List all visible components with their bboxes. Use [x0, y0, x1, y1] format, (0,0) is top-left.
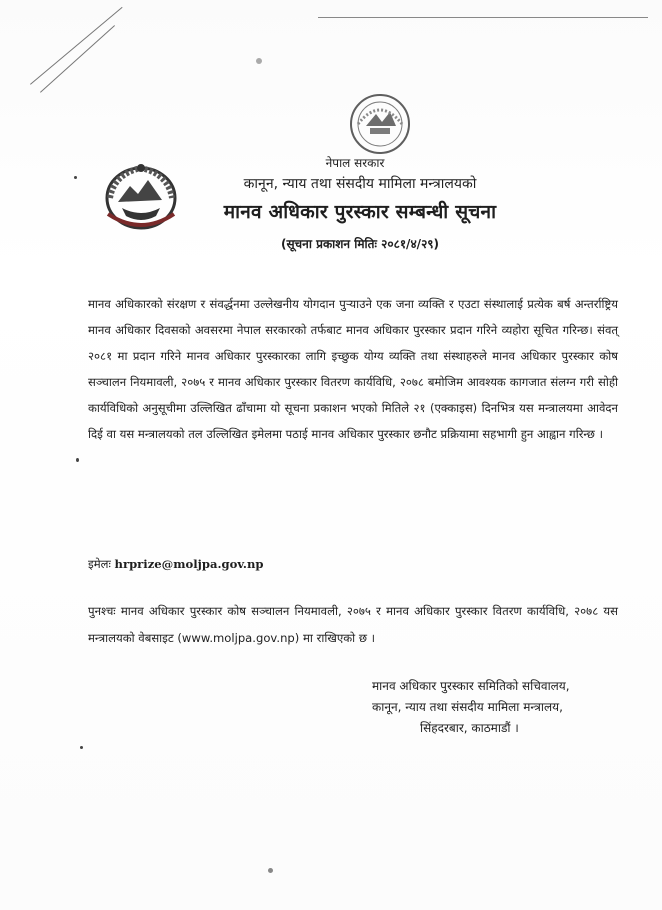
- scan-speck: [74, 176, 77, 179]
- ministry-stamp-icon: [348, 92, 412, 156]
- signature-line-secretariat: मानव अधिकार पुरस्कार समितिको सचिवालय,: [372, 679, 570, 693]
- nepal-emblem-icon: [100, 158, 182, 232]
- scan-speck: [80, 746, 83, 749]
- scan-speck: [256, 58, 262, 64]
- signature-block: [372, 676, 612, 739]
- notice-title: मानव अधिकार पुरस्कार सम्बन्धी सूचना: [223, 201, 497, 223]
- scan-edge-line: [318, 17, 648, 18]
- email-line: [88, 557, 263, 572]
- scan-scratch: [40, 25, 115, 93]
- signature-line-address: सिंहदरबार, काठमाडौं ।: [420, 721, 519, 735]
- scan-scratch: [30, 7, 123, 85]
- publication-date: (सूचना प्रकाशन मितिः २०८१/४/२९): [280, 237, 440, 251]
- email-label: इमेलः: [88, 557, 111, 571]
- government-heading: नेपाल सरकार: [325, 156, 385, 170]
- scan-speck: [268, 868, 273, 873]
- signature-line-ministry: कानून, न्याय तथा संसदीय मामिला मन्त्रालय,: [372, 700, 563, 714]
- email-address: hrprize@moljpa.gov.np: [114, 557, 264, 571]
- postscript-paragraph: पुनश्चः मानव अधिकार पुरस्कार कोष सञ्चालन नियमावली, २०७५ र मानव अधिकार पुरस्कार वितरण कार्यविधि, २०७८ यस मन्त्रालयको वेबसाइट (www.moljpa.gov.np) मा राखिएको छ ।: [88, 604, 618, 645]
- scan-speck: [76, 458, 79, 462]
- notice-body-paragraph: मानव अधिकारको संरक्षण र संवर्द्धनमा उल्लेखनीय योगदान पुऱ्याउने एक जना व्यक्ति र एउटा संस्थालाई प्रत्येक बर्ष अन्तर्राष्ट्रिय मानव अधिकार दिवसको अवसरमा नेपाल सरकारको तर्फबाट मानव अधिकार पुरस्कार प्रदान गरिने व्यहोरा सूचित गरिन्छ। संवत् २०८१ मा प्रदान गरिने मानव अधिकार पुरस्कारका लागि इच्छुक योग्य व्यक्ति तथा संस्थाहरुले मानव अधिकार पुरस्कार कोष सञ्चालन नियमावली, २०७५ र मानव अधिकार पुरस्कार वितरण कार्यविधि, २०७८ बमोजिम आवश्यक कागजात संलग्न गरी सोही कार्यविधिको अनुसूचीमा उल्लिखित ढाँचामा यो सूचना प्रकाशन भएको मितिले २१ (एक्काइस) दिनभित्र यस मन्त्रालयमा आवेदन दिई वा यस मन्त्रालयको तल उल्लिखित इमेलमा पठाई मानव अधिकार पुरस्कार छनौट प्रक्रियामा सहभागी हुन आह्वान गरिन्छ ।: [88, 297, 618, 441]
- ministry-heading: कानून, न्याय तथा संसदीय मामिला मन्त्रालयको: [243, 176, 477, 192]
